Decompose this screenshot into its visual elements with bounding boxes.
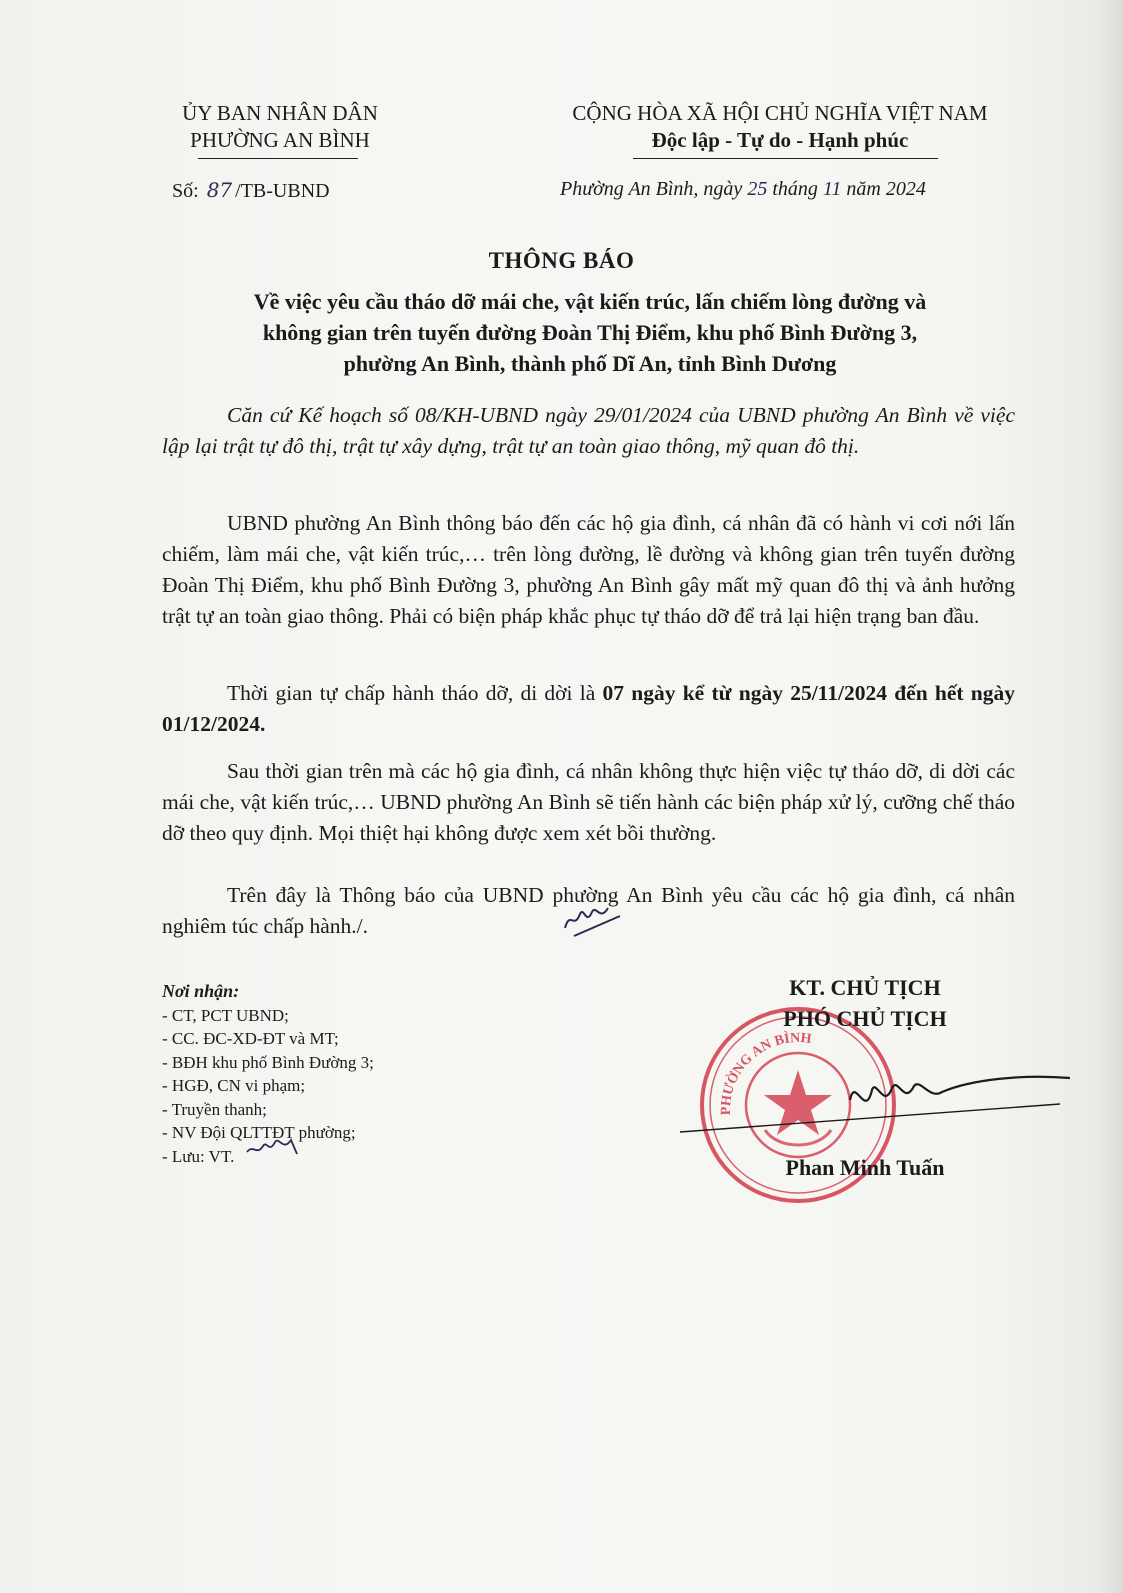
authority-line-2: PHƯỜNG AN BÌNH (190, 128, 370, 152)
signer-name: Phan Minh Tuấn (785, 1155, 945, 1180)
recipient-item: - BĐH khu phố Bình Đường 3; (162, 1052, 374, 1072)
page-edge-shadow (1097, 0, 1123, 1593)
initials-mark (560, 900, 630, 940)
notice-paragraph: UBND phường An Bình thông báo đến các hộ gia đình, cá nhân đã có hành vi cơi nới lấn chiếm, làm mái che, vật kiến trúc,… trên lòng đường, lề đường và không gian trên tuyến đường Đoàn Thị Điểm, khu phố Bình Đường 3, phường An Bình gây mất mỹ quan đô thị và ảnh hưởng trật tự an toàn giao thông. Phải có biện pháp khắc phục tự tháo dỡ để trả lại hiện trạng ban đầu. (162, 511, 1015, 628)
document-title: THÔNG BÁO (488, 248, 635, 273)
doc-number-prefix: Số: (172, 180, 199, 202)
place-date-part3: năm 2024 (846, 178, 926, 200)
national-motto: Độc lập - Tự do - Hạnh phúc (651, 128, 909, 152)
issuing-authority (150, 100, 410, 154)
national-header (520, 100, 1040, 154)
svg-text:PHƯỜNG AN BÌNH: PHƯỜNG AN BÌNH (718, 1030, 813, 1116)
document-number (172, 178, 330, 203)
date-month: 11 (822, 178, 842, 200)
recipients-heading: Nơi nhận: (162, 981, 240, 1001)
signatory-authority: KT. CHỦ TỊCH (789, 975, 941, 1000)
recipient-item: - Truyền thanh; (162, 1099, 267, 1119)
recipient-item: - HGĐ, CN vi phạm; (162, 1076, 306, 1095)
deadline-dates: 07 ngày kể từ ngày 25/11/2024 đến hết ngày 01/12/2024. (162, 681, 1016, 736)
place-date-part2: tháng (772, 178, 818, 200)
deadline-text: Thời gian tự chấp hành tháo dỡ, di dời là (227, 681, 603, 705)
closing-paragraph: Trên đây là Thông báo của UBND phường An Bình yêu cầu các hộ gia đình, cá nhân nghiêm túc chấp hành./. (162, 883, 1015, 938)
subject-line-1: Về việc yêu cầu tháo dỡ mái che, vật kiến trúc, lấn chiếm lòng đường và (253, 289, 927, 314)
enforcement-paragraph: Sau thời gian trên mà các hộ gia đình, cá nhân không thực hiện việc tự tháo dỡ, di dời các mái che, vật kiến trúc,… UBND phường An Bình sẽ tiến hành các biện pháp xử lý, cưỡng chế tháo dỡ theo quy định. Mọi thiệt hại không được xem xét bồi thường. (162, 759, 1015, 845)
archive-initials-mark (245, 1130, 315, 1160)
place-date-part1: Phường An Bình, ngày (560, 178, 743, 200)
doc-number-handwritten: 87 (206, 178, 233, 202)
recipient-item: - NV Đội QLTTĐT phường; (162, 1123, 356, 1142)
handwritten-signature (680, 1060, 1070, 1140)
doc-number-suffix: /TB-UBND (235, 180, 330, 202)
authority-underline (198, 158, 358, 159)
date-day: 25 (747, 178, 768, 200)
document-subject (150, 286, 1030, 379)
signatory-title: PHÓ CHỦ TỊCH (783, 1006, 947, 1031)
recipient-item: - CC. ĐC-XD-ĐT và MT; (162, 1029, 339, 1048)
legal-basis-paragraph: Căn cứ Kế hoạch số 08/KH-UBND ngày 29/01/2024 của UBND phường An Bình về việc lập lại trật tự đô thị, trật tự xây dựng, trật tự an toàn giao thông, mỹ quan đô thị. (162, 403, 1015, 458)
deadline-paragraph (162, 678, 1015, 740)
subject-line-2: không gian trên tuyến đường Đoàn Thị Điểm, khu phố Bình Đường 3, (262, 320, 918, 345)
motto-underline (633, 158, 938, 159)
recipient-item: - Lưu: VT. (162, 1146, 235, 1166)
country-name: CỘNG HÒA XÃ HỘI CHỦ NGHĨA VIỆT NAM (572, 101, 988, 125)
place-date (560, 178, 926, 201)
authority-line-1: ỦY BAN NHÂN DÂN (182, 101, 378, 125)
subject-line-3: phường An Bình, thành phố Dĩ An, tỉnh Bình Dương (343, 351, 837, 376)
recipient-item: - CT, PCT UBND; (162, 1005, 289, 1025)
signature-block (700, 972, 1030, 1034)
